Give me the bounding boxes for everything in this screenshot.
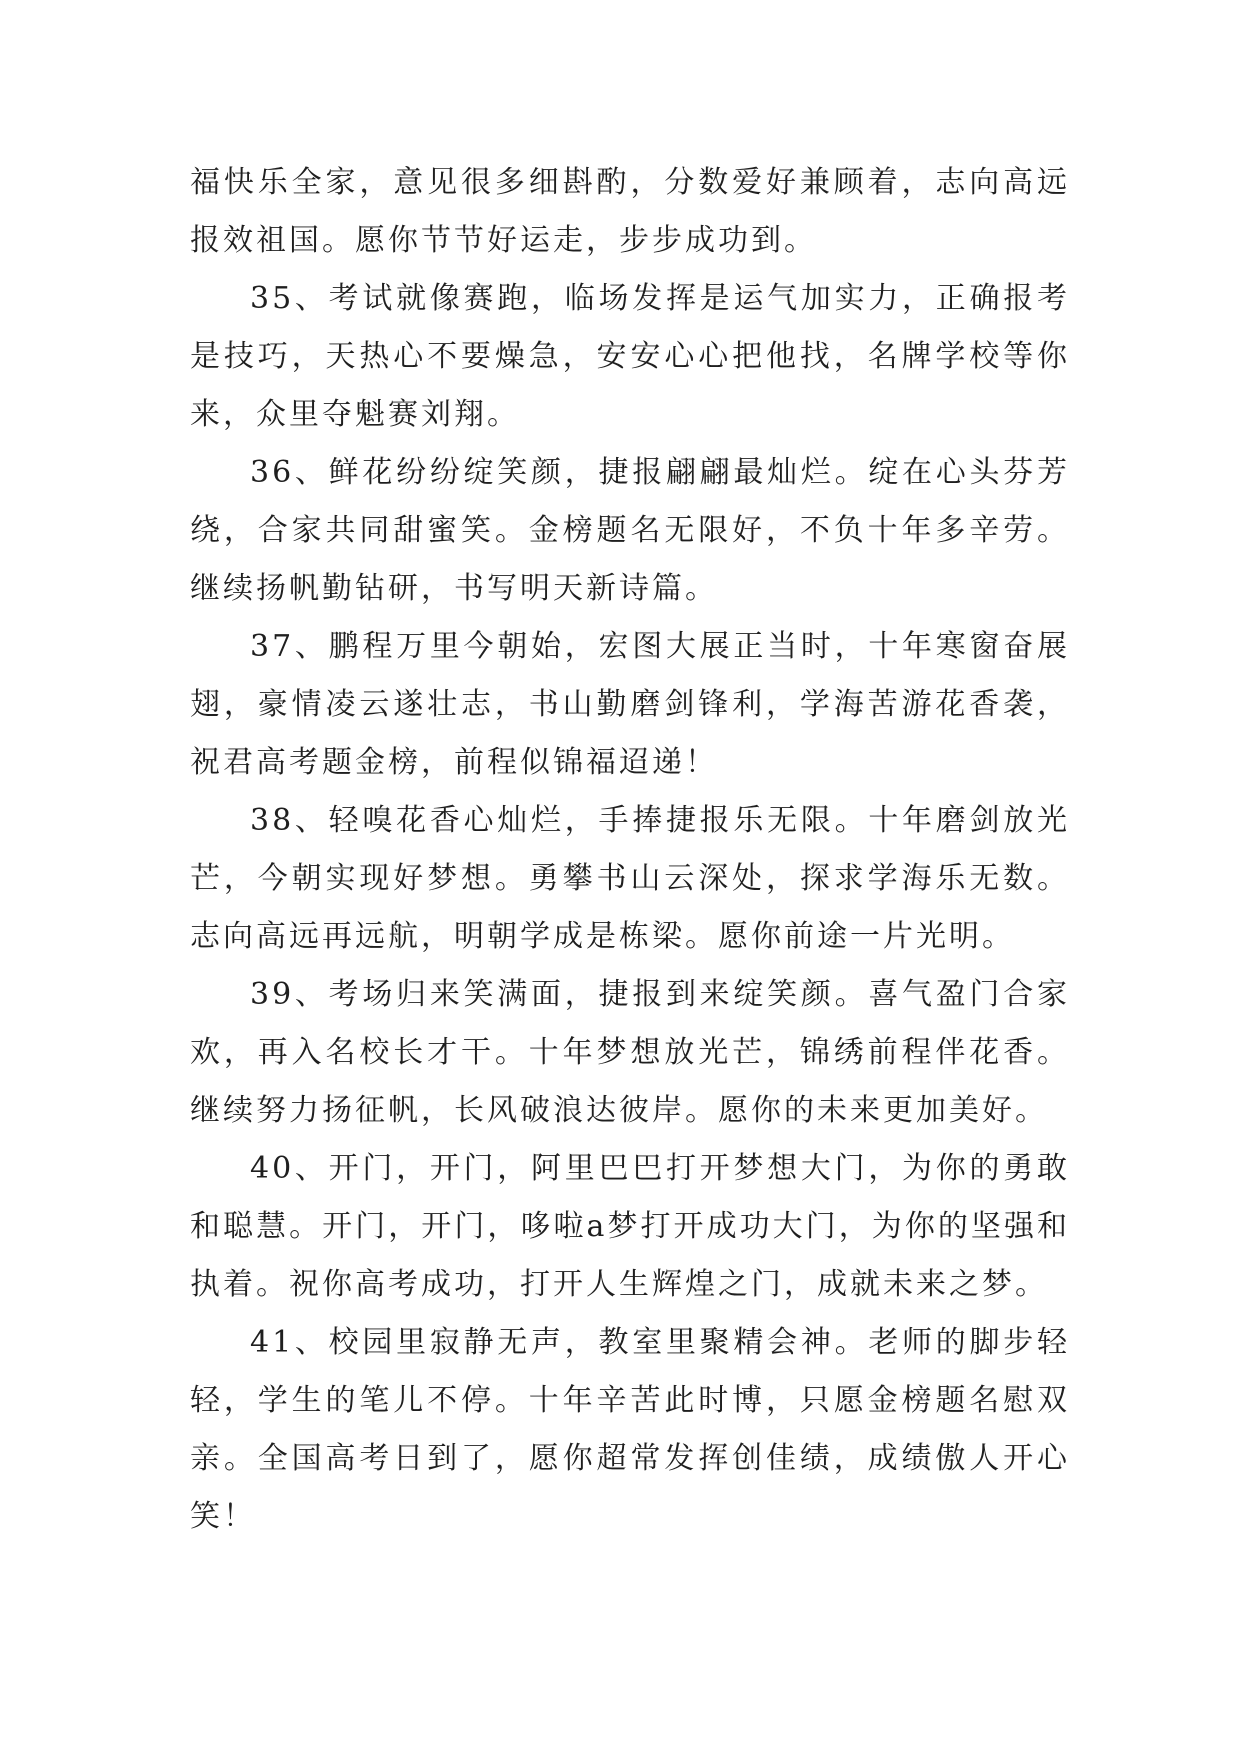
paragraph-40: 40、开门，开门，阿里巴巴打开梦想大门，为你的勇敢和聪慧。开门，开门，哆啦a梦打开成功大门，为你的坚强和执着。祝你高考成功，打开人生辉煌之门，成就未来之梦。: [190, 1151, 1070, 1302]
paragraph-35: 35、考试就像赛跑，临场发挥是运气加实力，正确报考是技巧，天热心不要燥急，安安心心把他找，名牌学校等你来，众里夺魁赛刘翔。: [190, 281, 1070, 432]
paragraph-continued: 福快乐全家，意见很多细斟酌，分数爱好兼顾着，志向高远报效祖国。愿你节节好运走，步步成功到。: [190, 165, 1070, 258]
paragraph-39: 39、考场归来笑满面，捷报到来绽笑颜。喜气盈门合家欢，再入名校长才干。十年梦想放光芒，锦绣前程伴花香。继续努力扬征帆，长风破浪达彼岸。愿你的未来更加美好。: [190, 977, 1070, 1128]
paragraph-36: 36、鲜花纷纷绽笑颜，捷报翩翩最灿烂。绽在心头芬芳绕，合家共同甜蜜笑。金榜题名无限好，不负十年多辛劳。继续扬帆勤钻研，书写明天新诗篇。: [190, 455, 1070, 606]
document-body: [190, 154, 1070, 1546]
paragraph-41: 41、校园里寂静无声，教室里聚精会神。老师的脚步轻轻，学生的笔儿不停。十年辛苦此时博，只愿金榜题名慰双亲。全国高考日到了，愿你超常发挥创佳绩，成绩傲人开心笑！: [190, 1325, 1070, 1534]
paragraph-37: 37、鹏程万里今朝始，宏图大展正当时，十年寒窗奋展翅，豪情凌云遂壮志，书山勤磨剑锋利，学海苦游花香袭，祝君高考题金榜，前程似锦福迢递！: [190, 629, 1070, 780]
paragraph-38: 38、轻嗅花香心灿烂，手捧捷报乐无限。十年磨剑放光芒，今朝实现好梦想。勇攀书山云深处，探求学海乐无数。志向高远再远航，明朝学成是栋梁。愿你前途一片光明。: [190, 803, 1070, 954]
